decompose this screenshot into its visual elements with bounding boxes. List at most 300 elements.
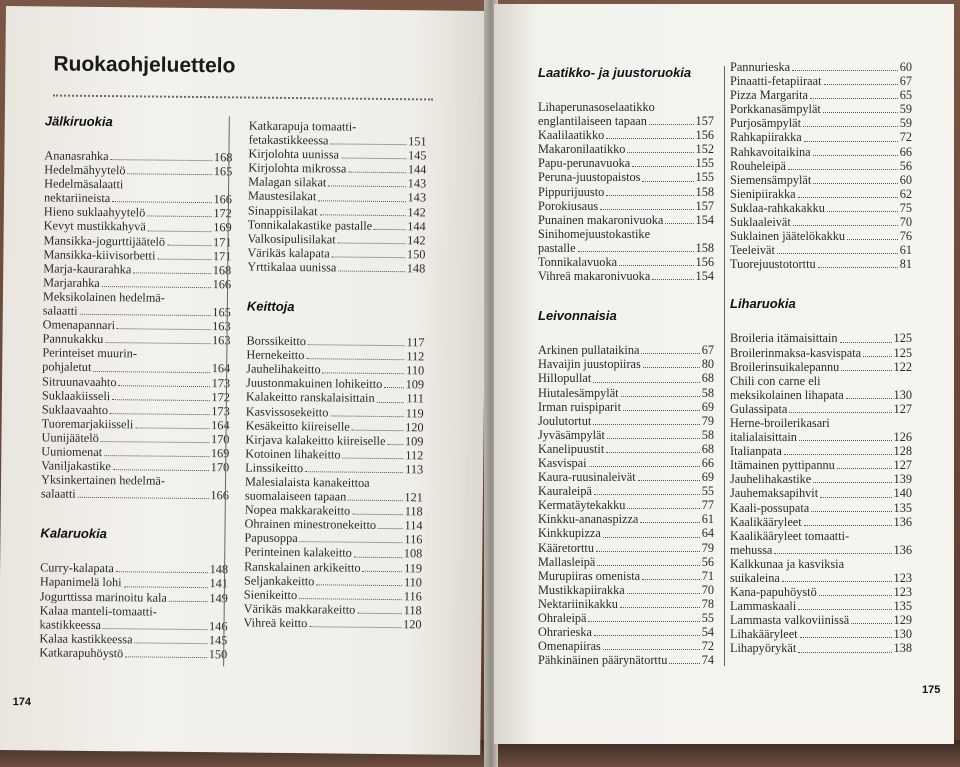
recipe-page-number: 125 [893,345,912,360]
recipe-name: Ranskalainen arkikeitto [244,559,361,575]
recipe-page-number: 144 [407,218,426,234]
dot-leader [606,138,693,139]
recipe-entry [730,571,912,585]
recipe-name: Hieno suklaahyytelö [43,204,146,220]
recipe-name: Kaalikääryleet [730,514,802,529]
recipe-entry [538,156,714,170]
section-heading [40,527,228,547]
recipe-entry [730,613,912,627]
dot-leader [804,141,898,142]
recipe-entry [538,114,714,128]
dot-leader [589,466,700,467]
recipe-entry [730,173,912,187]
dot-leader [318,200,405,202]
recipe-entry [730,402,912,416]
recipe-name: Murupiiras omenista [538,568,641,583]
recipe-page-number: 125 [893,331,912,346]
recipe-entry [538,512,714,526]
recipe-name: Omenapannari [42,317,116,333]
recipe-name: Marjarahka [43,275,100,290]
recipe-name: Kinkku-ananaspizza [538,512,639,527]
recipe-name: Ohrainen minestronekeitto [244,516,377,533]
recipe-name: Suklaakiisseli [41,387,111,403]
recipe-name: Gulassipata [730,401,788,416]
dot-leader [343,457,404,459]
section-heading-text: Jälkiruokia [44,113,113,130]
recipe-page-number: 71 [701,568,714,583]
recipe-page-number: 67 [899,74,912,89]
section-gap [538,283,714,309]
recipe-name: Tonnikalakastike pastalle [247,217,373,233]
section-heading [247,300,425,320]
recipe-entry [538,199,714,213]
recipe-page-number: 135 [893,599,912,614]
recipe-name: mehussa [730,542,773,557]
dot-leader [125,656,207,658]
recipe-entry [730,331,912,345]
recipe-entry [730,444,912,458]
recipe-page-number: 81 [899,257,912,272]
recipe-page-number: 116 [403,588,422,604]
dot-leader [627,508,699,509]
recipe-entry [730,130,912,144]
recipe-entry [538,269,714,283]
recipe-name: kastikkeessa [39,617,102,632]
recipe-page-number: 142 [407,204,426,219]
recipe-name: Broileria itämaisittain [730,331,838,346]
dot-leader [378,528,403,529]
recipe-entry [730,599,912,613]
dot-leader [309,626,401,628]
recipe-name: Yrttikalaa uunissa [247,259,337,275]
dot-leader [167,244,211,245]
section-heading [538,66,714,84]
recipe-name: Kermatäytekakku [538,498,626,513]
recipe-page-number: 168 [212,262,232,278]
dot-leader [80,314,211,316]
dot-leader [308,344,405,346]
recipe-entry [538,241,714,255]
recipe-name: Irman ruispiparit [538,399,621,414]
recipe-page-number: 143 [407,190,427,205]
recipe-page-number: 60 [899,60,912,74]
dot-leader [135,427,209,429]
dot-leader [638,480,700,481]
recipe-entry [538,569,714,583]
recipe-entry [730,486,912,500]
recipe-page-number: 75 [899,200,912,215]
recipe-page-number: 163 [211,333,231,348]
recipe-name: Malagan silakat [248,174,327,190]
recipe-entry [538,526,714,540]
recipe-entry [730,60,912,74]
recipe-name: Rahkavoitaikina [730,144,811,159]
recipe-name: Mustikkapiirakka [538,582,625,597]
recipe-page-number: 112 [405,447,424,463]
recipe-entry [730,543,912,557]
recipe-entry [538,357,714,371]
recipe-name: Suklaaleivät [730,215,791,230]
recipe-page-number: 139 [893,472,912,487]
dot-leader [338,271,404,273]
recipe-page-number: 66 [701,455,714,470]
recipe-page-number: 136 [893,542,912,557]
right-page [494,4,954,744]
recipe-name: Hillopullat [538,371,592,386]
recipe-page-number: 143 [407,176,427,191]
recipe-page-number: 70 [701,582,714,597]
recipe-page-number: 171 [212,248,232,264]
dot-leader [798,652,891,653]
recipe-page-number: 60 [899,172,912,187]
dot-leader [819,595,892,596]
recipe-page-number: 64 [701,526,714,541]
recipe-name: salaatti [40,486,76,502]
recipe-name: Kevyt mustikkahyvä [43,218,146,234]
dot-leader [332,256,405,258]
recipe-page-number: 169 [210,446,230,461]
dot-leader [323,373,405,375]
recipe-page-number: 136 [893,514,912,529]
recipe-name: Omenapiiras [538,639,601,654]
recipe-name: Tuorejuustotorttu [730,257,816,272]
dot-leader [305,471,403,473]
recipe-title-line: Kalkkunaa ja kasviksia [730,556,845,571]
recipe-title-line: Hedelmäsalaatti [44,176,124,192]
recipe-name: pohjaletut [42,359,92,375]
dot-leader [813,155,898,156]
dot-leader [851,623,891,624]
recipe-page-number: 56 [899,158,912,173]
dot-leader [306,358,404,360]
recipe-page-number: 142 [407,232,426,248]
recipe-entry [730,346,912,360]
recipe-entry [730,88,912,102]
dot-leader [352,514,402,516]
dot-leader [603,649,700,650]
recipe-page-number: 59 [899,116,912,131]
dot-leader [588,621,699,622]
dot-leader [135,642,207,644]
recipe-name: Suklainen jäätelökakku [730,229,846,244]
recipe-page-number: 79 [701,540,714,555]
recipe-name: Vihreä makaronivuoka [538,269,651,284]
recipe-entry [538,343,714,357]
recipe-entry [730,187,912,201]
recipe-name: Papu-perunavuoka [538,156,631,171]
recipe-name: Porkkanasämpylät [730,102,821,117]
recipe-name: Kalaa kastikkeessa [39,631,133,647]
recipe-entry [538,583,714,597]
recipe-entry [538,541,714,555]
recipe-entry [243,615,421,631]
recipe-page-number: 158 [695,184,714,199]
dot-leader [596,551,700,552]
recipe-name: Pannurieska [730,60,791,74]
recipe-entry [247,259,425,275]
recipe-page-number: 59 [899,102,912,117]
recipe-page-number: 164 [211,417,230,433]
recipe-page-number: 172 [213,206,232,221]
dot-leader [640,522,699,523]
dot-leader [133,272,210,274]
recipe-name: Papusoppa [244,530,298,546]
dot-leader [642,579,700,580]
recipe-name: Nektariinikakku [538,596,618,611]
recipe-page-number: 144 [407,162,427,177]
dot-leader [105,342,210,344]
recipe-page-number: 157 [695,114,714,129]
dot-leader [793,225,898,226]
recipe-name: Sienikeitto [243,587,298,602]
recipe-page-number: 169 [213,220,232,235]
recipe-entry [730,641,912,655]
recipe-page-number: 145 [407,148,427,163]
recipe-name: Kanelipuustit [538,441,605,456]
recipe-page-number: 154 [695,269,714,284]
recipe-page-number: 155 [695,156,714,171]
dot-leader [593,424,699,425]
recipe-page-number: 65 [899,88,912,103]
recipe-entry [39,645,227,661]
recipe-entry [730,430,912,444]
recipe-name: Sienipiirakka [730,186,796,201]
dot-leader [846,398,892,399]
dot-leader [110,413,209,415]
recipe-entry [538,442,714,456]
dot-leader [606,452,699,453]
recipe-entry [730,472,912,486]
recipe-page-number: 80 [701,357,714,372]
dot-leader [642,181,693,182]
recipe-name: Lihapyörykät [730,641,797,656]
recipe-name: Kinkkupizza [538,526,601,541]
dot-leader [320,214,406,216]
recipe-name: Kirjolohta mikrossa [248,160,347,176]
recipe-page-number: 120 [405,419,424,434]
recipe-name: Broilerinmaksa-kasvispata [730,345,862,360]
recipe-page-number: 76 [899,229,912,244]
recipe-entry [730,243,912,257]
recipe-name: Valkosipulisilakat [247,231,336,247]
recipe-name: Kirjava kalakeitto kiireiselle [245,432,386,448]
recipe-name: Broilerinsuikalepannu [730,359,840,374]
dot-leader [818,267,898,268]
recipe-page-number: 112 [406,349,425,364]
recipe-name: Kotoinen lihakeitto [245,446,341,462]
section-heading [538,309,714,327]
dot-leader [387,444,403,445]
recipe-page-number: 69 [701,399,714,414]
dot-leader [652,279,693,280]
recipe-name: Siemensämpylät [730,172,812,187]
recipe-title-line: Kalaa manteli-tomaatti- [39,603,157,619]
recipe-name: Kasvispai [538,455,587,470]
dot-leader [594,494,700,495]
recipe-name: Marja-kaurarahka [43,261,132,277]
dot-leader [789,412,891,413]
dot-leader [774,553,891,554]
dot-leader [782,581,892,582]
recipe-page-number: 68 [701,441,714,456]
dot-leader [621,396,700,397]
dot-leader [363,570,403,571]
recipe-page-number: 146 [208,618,228,634]
recipe-name: Lammaskaali [730,599,797,614]
recipe-name: Arkinen pullataikina [538,343,640,358]
dot-leader [104,455,209,457]
dot-leader [112,201,211,203]
recipe-entry [538,213,714,227]
dot-leader [606,195,693,196]
recipe-page-number: 128 [893,444,912,459]
recipe-name: Borssikeitto [246,333,307,349]
dot-leader [113,469,209,471]
recipe-name: Italianpata [730,444,782,459]
recipe-entry [538,555,714,569]
recipe-entry [730,145,912,159]
recipe-page-number: 166 [213,192,233,207]
dot-leader [813,183,897,184]
recipe-entry [730,102,912,116]
recipe-page-number: 135 [893,500,912,515]
dot-leader [128,173,212,175]
recipe-entry [730,229,912,243]
recipe-name: Jauhelihakeitto [246,361,321,377]
dot-leader [777,253,898,254]
recipe-name: italialaisittain [730,430,797,445]
recipe-name: Ohraleipä [538,611,587,625]
dot-leader [632,166,693,167]
dot-leader [603,537,700,538]
dot-leader [607,438,700,439]
recipe-name: Pizza Margarita [730,88,808,103]
recipe-name: Havaijin juustopiiras [538,357,641,372]
recipe-name: pastalle [538,240,576,255]
recipe-name: Hiutalesämpylät [538,385,619,400]
recipe-name: Seljankakeitto [243,573,315,588]
dot-leader [810,98,898,99]
recipe-name: fetakastikkeessa [248,132,329,148]
recipe-page-number: 170 [210,432,230,447]
recipe-page-number: 149 [209,590,228,605]
recipe-name: Suklaavaahto [41,402,109,417]
recipe-entry [538,625,714,639]
section-heading-text: Laatikko- ja juustoruokia [538,65,692,80]
recipe-name: salaatti [42,303,78,318]
dot-leader [799,440,892,441]
recipe-name: Kääretorttu [538,540,594,555]
recipe-entry [538,470,714,484]
recipe-name: Kasvissosekeitto [245,404,329,419]
recipe-name: Peruna-juustopaistos [538,170,641,185]
recipe-page-number: 141 [209,576,229,591]
dot-leader [348,172,406,174]
recipe-page-number: 58 [701,385,714,400]
recipe-name: Pannukakku [42,331,104,347]
recipe-name: Tonnikalavuoka [538,255,618,270]
recipe-page-number: 61 [701,512,714,527]
recipe-page-number: 173 [211,375,231,390]
dot-leader [837,468,892,469]
recipe-page-number: 127 [893,401,912,416]
recipe-name: Jyväsämpylät [538,427,605,442]
dot-leader [102,286,211,288]
recipe-entry [538,597,714,611]
dot-leader [813,482,891,483]
recipe-page-number: 130 [893,627,912,642]
dot-leader [600,209,693,210]
recipe-name: Uunijäätelö [41,430,99,445]
section-heading-text: Keittoja [246,298,295,315]
recipe-name: Suklaa-rahkakakku [730,200,825,215]
recipe-name: Vihreä keitto [243,615,308,631]
recipe-name: englantilaiseen tapaan [538,114,647,129]
recipe-name: Nopea makkarakeitto [244,502,351,518]
recipe-name: Maustesilakat [247,189,317,204]
recipe-name: Ohrarieska [538,625,592,640]
recipe-name: Tuoremarjakiisseli [41,416,134,432]
recipe-page-number: 77 [701,498,714,513]
recipe-page-number: 168 [213,150,233,165]
dot-leader [627,152,693,153]
recipe-name: Vaniljakastike [41,458,111,474]
recipe-name: Hapanimelä lohi [39,574,122,590]
recipe-name: Mallasleipä [538,554,596,569]
recipe-page-number: 54 [701,625,714,640]
recipe-page-number: 70 [899,215,912,230]
recipe-page-number: 113 [405,462,424,477]
recipe-entry [538,611,714,625]
recipe-page-number: 55 [701,484,714,499]
recipe-entry [538,255,714,269]
recipe-name: Pähkinäinen päärynätorttu [538,653,668,668]
recipe-page-number: 111 [406,391,424,406]
left-page-column-1 [39,114,233,661]
recipe-name: Kesäkeitto kiireiselle [245,418,350,434]
recipe-title-line: Meksikolainen hedelmä- [42,289,165,305]
recipe-page-number: 150 [406,247,426,262]
dot-leader [316,584,402,586]
recipe-entry [730,458,912,472]
dot-leader [101,441,209,443]
recipe-page-number: 138 [893,641,912,656]
recipe-page-number: 72 [701,639,714,654]
recipe-page-number: 148 [406,261,426,276]
dot-leader [804,525,892,526]
dot-leader [792,70,898,71]
recipe-name: Jauhelihakastike [730,472,812,487]
recipe-name: Juustonmakuinen lohikeitto [245,375,383,392]
recipe-name: Uuniomenat [41,444,103,459]
dot-leader [384,387,403,388]
recipe-entry [538,142,714,156]
dot-leader [811,511,891,512]
recipe-name: Jauhemaksapihvit [730,486,819,501]
dot-leader [820,497,891,498]
recipe-name: Mansikka-kiivisorbetti [43,247,156,263]
recipe-entry [730,159,912,173]
dot-leader [348,500,402,502]
dot-leader [352,429,403,431]
dot-leader [627,593,700,594]
recipe-name: Katkarapuhöystö [39,645,124,661]
recipe-name: Värikäs makkarakeitto [243,601,356,617]
dot-leader [357,613,401,614]
dot-leader [827,211,898,212]
recipe-entry [730,585,912,599]
recipe-page-number: 155 [695,170,714,185]
